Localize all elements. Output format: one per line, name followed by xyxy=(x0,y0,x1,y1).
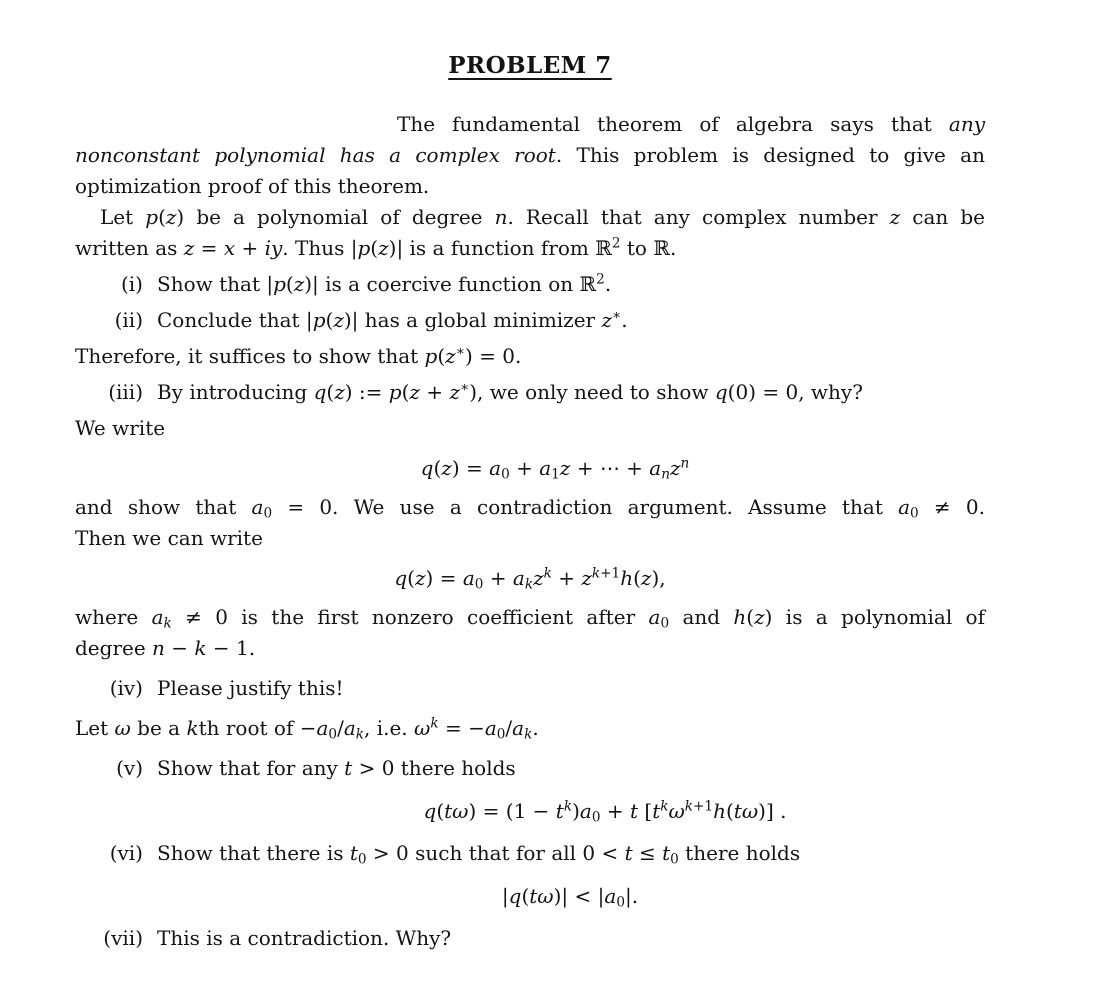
equation-q-series: $q(z) = a_0 + a_1z$ + ⋯ + $a_nz^n$ xyxy=(420,455,690,483)
para1-line2: nonconstant polynomial has a complex root. This problem is designed to give an xyxy=(75,143,985,167)
para1-line1: The fundamental theorem of algebra says that any xyxy=(397,112,985,136)
item-ii-text: Conclude that |p(z)| has a global minimizer z∗. xyxy=(157,307,628,332)
and-show-line2: Then we can write xyxy=(75,526,263,550)
where-line2: degree n − k − 1. xyxy=(75,636,256,660)
para1-line3: optimization proof of this theorem. xyxy=(75,174,430,198)
list-item-v xyxy=(75,753,985,784)
item-v-text: Show that for any t > 0 there holds xyxy=(157,756,516,780)
item-v-label: (v) xyxy=(116,756,143,780)
item-iv-text: Please justify this! xyxy=(157,676,344,700)
item-vii-label: (vii) xyxy=(103,926,143,950)
item-iii-text: By introducing q(z) := p(z + z∗), we only need to show q(0) = 0, why? xyxy=(157,379,863,404)
equation-q-t-omega: $q(t\omega) = (1 - t^k)a_0 + t$ $[t^k\omega^{k+1}h(t\omega)]$ . xyxy=(423,798,787,826)
list-item-iv xyxy=(75,673,985,704)
item-iii-label: (iii) xyxy=(108,380,143,404)
list-item-vii xyxy=(75,923,985,954)
para2-line1: Let p(z) be a polynomial of degree n. Recall that any complex number z can be xyxy=(100,205,985,229)
equation-q-factored: $q(z) = a_0 + a_kz^k + z^{k+1}h(z)$, xyxy=(394,565,666,593)
let-omega-line: Let ω be a kth root of $-a_0/a_k$, i.e. $\omega^k = -a_0/a_k$. xyxy=(75,715,539,743)
page-title: PROBLEM 7 xyxy=(448,52,612,79)
item-iv-label: (iv) xyxy=(109,676,143,700)
item-i-label: (i) xyxy=(120,272,143,296)
list-item-vi xyxy=(75,838,985,869)
equation-inequality: $|q(t\omega)| < |a_0|$. xyxy=(501,884,639,911)
item-vi-text: Show that there is $t_0 > 0$ such that for all $0 < t \le t_0$ there holds xyxy=(157,841,801,868)
and-show-line1: and show that $a_0 = 0$. We use a contradiction argument. Assume that $a_0 \ne 0$. xyxy=(75,495,985,522)
item-vi-label: (vi) xyxy=(109,841,143,865)
where-line1: where $a_k \ne 0$ is the first nonzero coefficient after $a_0$ and h(z) is a polynomial of xyxy=(75,605,985,632)
item-ii-label: (ii) xyxy=(114,308,143,332)
list-item-i xyxy=(75,269,985,300)
we-write-line: We write xyxy=(75,416,166,440)
therefore-line: Therefore, it suffices to show that p(z∗) = 0. xyxy=(75,343,522,368)
item-vii-text: This is a contradiction. Why? xyxy=(157,926,452,950)
item-i-text: Show that |p(z)| is a coercive function on ℝ$^2$. xyxy=(157,271,612,296)
list-item-ii xyxy=(75,305,985,336)
list-item-iii xyxy=(75,377,985,408)
para2-line2: written as z = x + iy. Thus |p(z)| is a function from ℝ$^2$ to ℝ. xyxy=(75,235,677,260)
